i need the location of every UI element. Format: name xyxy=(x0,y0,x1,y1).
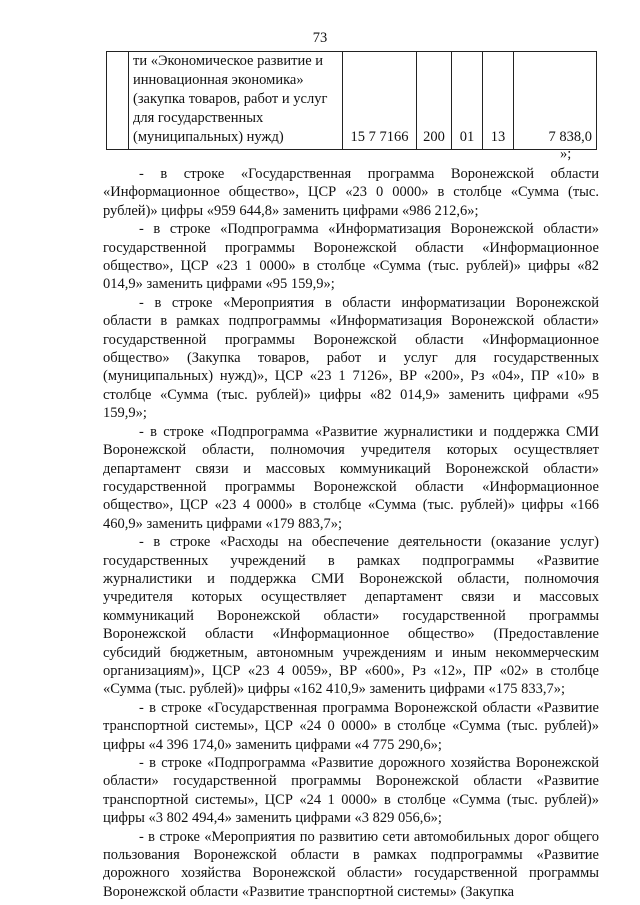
paragraph: - в строке «Подпрограмма «Развитие дорожного хозяйства Воронежской области» государственной программы Воронежской области «Развитие транспортной системы», ЦСР «24 1 0000» в столбце «Сумма (тыс. рублей)» цифры «3 802 494,4» заменить цифрами «3 829 056,6»; xyxy=(103,755,599,827)
budget-table xyxy=(106,51,597,150)
paragraph: - в строке «Расходы на обеспечение деятельности (оказание услуг) государственных учреждений в рамках подпрограммы «Развитие журналистики и поддержка СМИ Воронежской области, полномочия учредителя которых осуществляет департамент связи и массовых коммуникаций Воронежской области» государственной программы Воронежской области «Информационное общество» (Предоставление субсидий бюджетным, автономным учреждениям и иным некоммерческим организациям)», ЦСР «23 4 0059», ВР «600», Рз «12», ПР «02» в столбце «Сумма (тыс. рублей)» цифры «162 410,9» заменить цифрами «175 833,7»; xyxy=(103,534,599,698)
table-cell-name: ти «Экономическое развитие и инновационная экономика» (закупка товаров, работ и услуг для государственных (муниципальных) нужд) xyxy=(129,52,343,150)
closing-quote: »; xyxy=(560,146,572,162)
table-row xyxy=(107,52,597,150)
table-cell-empty xyxy=(107,52,129,150)
paragraph: - в строке «Подпрограмма «Развитие журналистики и поддержка СМИ Воронежской области, полномочия учредителя которых осуществляет департамент связи и массовых коммуникаций Воронежской области» государственной программы Воронежской области «Информационное общество», ЦСР «23 4 0000» в столбце «Сумма (тыс. рублей)» цифры «166 460,9» заменить цифрами «179 883,7»; xyxy=(103,423,599,532)
page-number: 73 xyxy=(312,30,328,46)
paragraph: - в строке «Государственная программа Воронежской области «Информационное общество», ЦСР «23 0 0000» в столбце «Сумма (тыс. рублей)» цифры «959 644,8» заменить цифрами «986 212,6»; xyxy=(103,166,599,219)
table-cell-rz: 01 xyxy=(452,52,483,150)
paragraph: - в строке «Государственная программа Воронежской области «Развитие транспортной системы», ЦСР «24 0 0000» в столбце «Сумма (тыс. рублей)» цифры «4 396 174,0» заменить цифрами «4 775 290,6»; xyxy=(103,699,599,753)
paragraph: - в строке «Подпрограмма «Информатизация Воронежской области» государственной программы Воронежской области «Информационное общество», ЦСР «23 1 0000» в столбце «Сумма (тыс. рублей)» цифры «82 014,9» заменить цифрами «95 159,9»; xyxy=(103,221,599,293)
table-cell-vr: 200 xyxy=(417,52,452,150)
paragraph: - в строке «Мероприятия в области информатизации Воронежской области в рамках подпрограммы «Информатизация Воронежской области» государственной программы Воронежской области «Информационное общество» (Закупка товаров, работ и услуг для государственных (муниципальных) нужд)», ЦСР «23 1 7126», ВР «200», Рз «04», ПР «10» в столбце «Сумма (тыс. рублей)» цифры «82 014,9» заменить цифрами «95 159,9»; xyxy=(103,294,599,422)
table-cell-pr: 13 xyxy=(483,52,514,150)
table-cell-sum: 7 838,0 xyxy=(514,52,597,150)
table-cell-csr: 15 7 7166 xyxy=(343,52,417,150)
paragraph: - в строке «Мероприятия по развитию сети автомобильных дорог общего пользования Воронежской области в рамках подпрограммы «Развитие дорожного хозяйства Воронежской области» государственной программы Воронежской области «Развитие транспортной системы» (Закупка xyxy=(103,828,599,900)
amendment-text xyxy=(103,165,599,901)
